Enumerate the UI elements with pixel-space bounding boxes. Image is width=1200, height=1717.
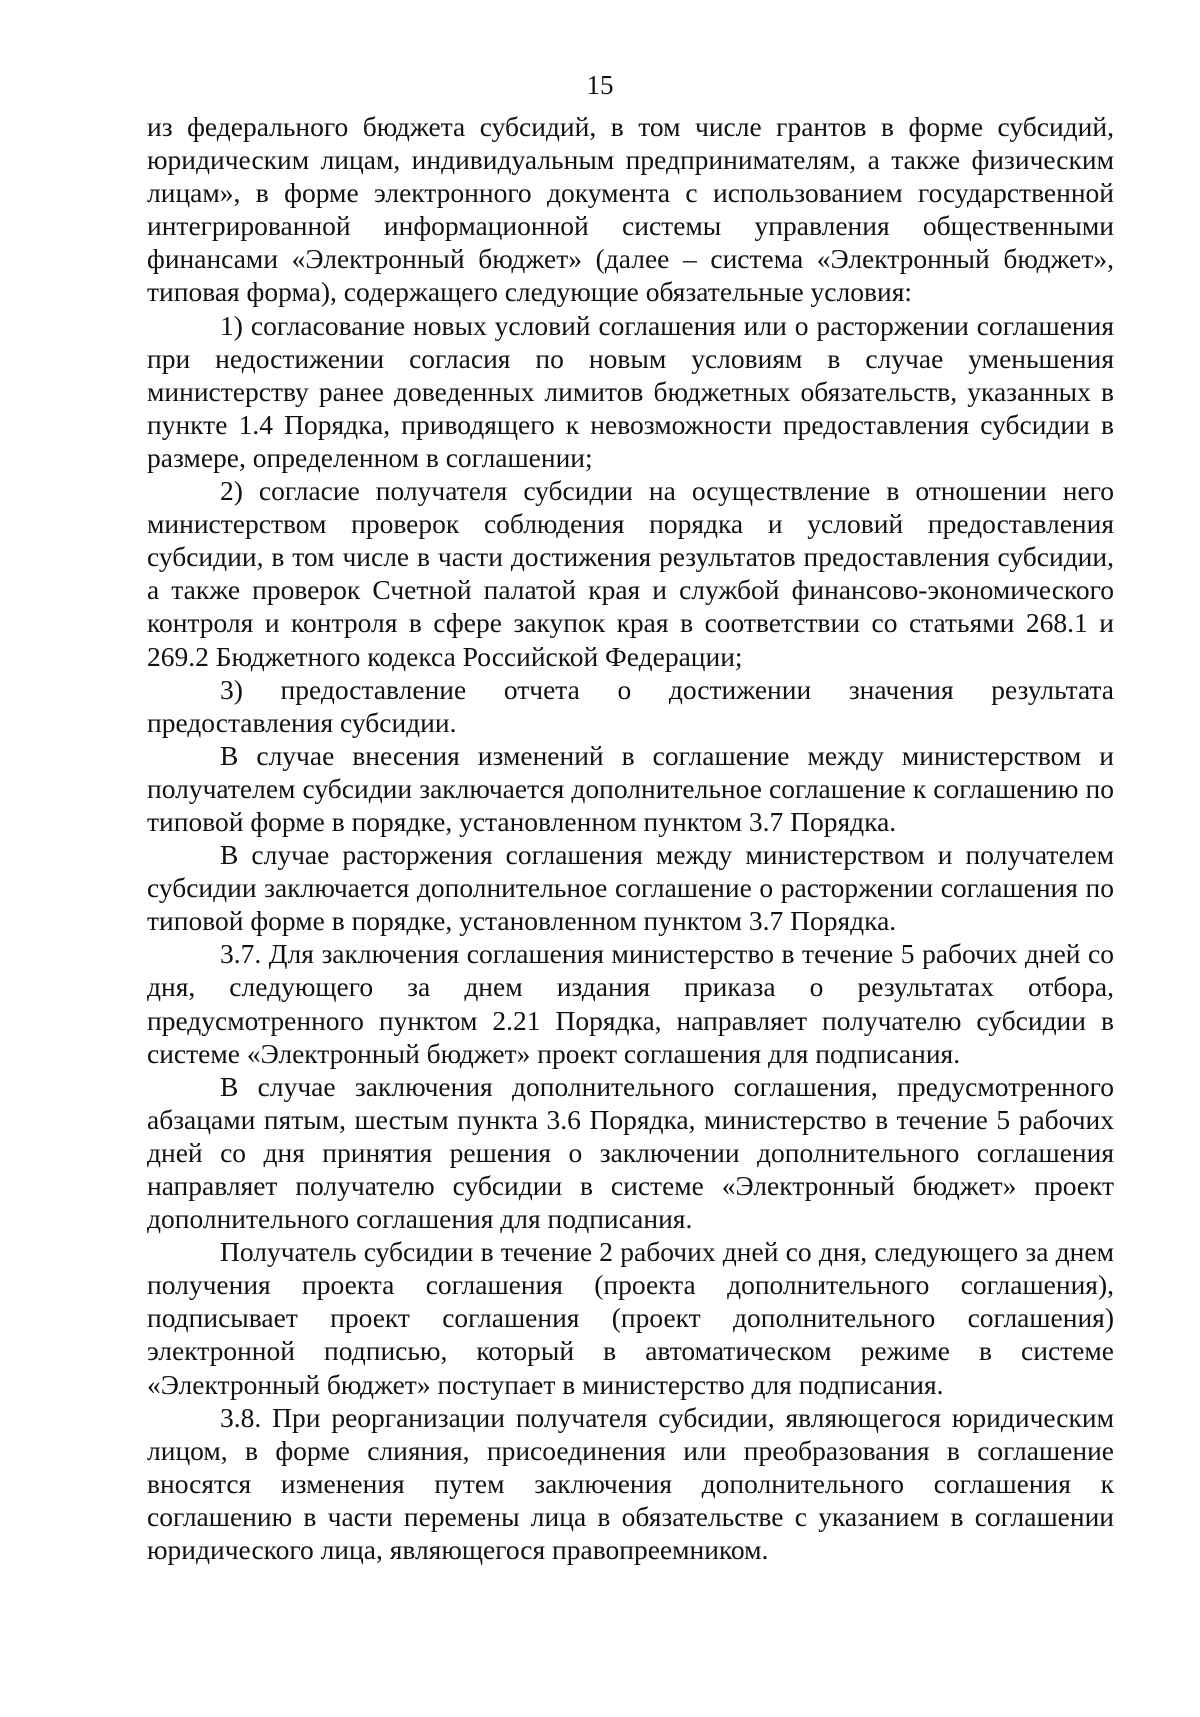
paragraph-section-3-7: 3.7. Для заключения соглашения министерство в течение 5 рабочих дней со дня, следующего за днем издания приказа о результатах отбора, предусмотренного пунктом 2.21 Порядка, направляет получателю субсидии в системе «Электронный бюджет» проект соглашения для подписания. xyxy=(147,938,1114,1069)
paragraph-additional-agreement: В случае заключения дополнительного соглашения, предусмотренного абзацами пятым, шестым пункта 3.6 Порядка, министерство в течение 5 рабочих дней со дня принятия решения о заключении дополнительного соглашения направляет получателю субсидии в системе «Электронный бюджет» проект дополнительного соглашения для подписания. xyxy=(147,1070,1114,1235)
paragraph-condition-1: 1) согласование новых условий соглашения или о расторжении соглашения при недостижении согласия по новым условиям в случае уменьшения министерству ранее доведенных лимитов бюджетных обязательств, указанных в пункте 1.4 Порядка, приводящего к невозможности предоставления субсидии в размере, определенном в соглашении; xyxy=(147,309,1114,473)
paragraph-continuation: из федерального бюджета субсидий, в том числе грантов в форме субсидий, юридическим лицам, индивидуальным предпринимателям, а также физическим лицам», в форме электронного документа с использованием государственной интегрированной информационной системы управления общественными финансами «Электронный бюджет» (далее – система «Электронный бюджет», типовая форма), содержащего следующие обязательные условия: xyxy=(147,111,1114,308)
paragraph-recipient-signing: Получатель субсидии в течение 2 рабочих дней со дня, следующего за днем получения проекта соглашения (проекта дополнительного соглашения), подписывает проект соглашения (проект дополнительного соглашения) электронной подписью, который в автоматическом режиме в системе «Электронный бюджет» поступает в министерство для подписания. xyxy=(147,1236,1114,1400)
paragraph-condition-3: 3) предоставление отчета о достижении значения результата предоставления субсидии. xyxy=(147,673,1114,738)
paragraph-termination: В случае расторжения соглашения между министерством и получателем субсидии заключается дополнительное соглашение о расторжении соглашения по типовой форме в порядке, установленном пунктом 3.7 Порядка. xyxy=(147,839,1114,937)
paragraph-amendment: В случае внесения изменений в соглашение между министерством и получателем субсидии заключается дополнительное соглашение к соглашению по типовой форме в порядке, установленном пунктом 3.7 Порядка. xyxy=(147,739,1114,837)
document-body xyxy=(147,110,1114,1566)
paragraph-condition-2: 2) согласие получателя субсидии на осуществление в отношении него министерством проверок соблюдения порядка и условий предоставления субсидии, в том числе в части достижения результатов предоставления субсидии, а также проверок Счетной палатой края и службой финансово-экономического контроля и контроля в сфере закупок края в соответствии со статьями 268.1 и 269.2 Бюджетного кодекса Российской Федерации; xyxy=(147,475,1114,672)
page-number: 15 xyxy=(586,70,614,100)
paragraph-section-3-8: 3.8. При реорганизации получателя субсидии, являющегося юридическим лицом, в форме слияния, присоединения или преобразования в соглашение вносятся изменения путем заключения дополнительного соглашения к соглашению в части перемены лица в обязательстве с указанием в соглашении юридического лица, являющегося правопреемником. xyxy=(147,1401,1114,1566)
